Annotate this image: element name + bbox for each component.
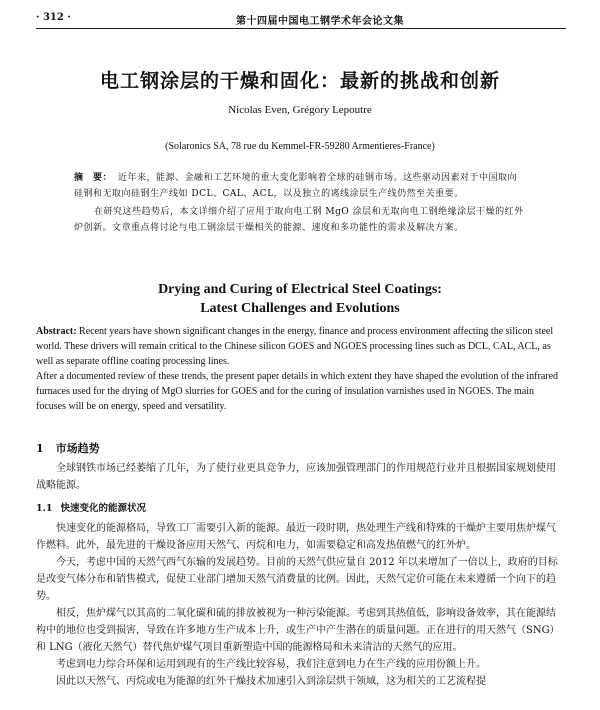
abstract-cn-text-1: 近年来，能源、金融和工艺环境的重大变化影响着全球的硅钢市场。这些驱动因素对于中国取向硅钢和无取向硅钢生产线如 DCL、CAL、ACL，以及独立的离线涂层生产线仍然至关重要。	[74, 173, 518, 199]
section-1-number: 1	[36, 442, 44, 455]
abstract-en	[36, 324, 563, 414]
abstract-cn-para-2: 在研究这些趋势后，本文详细介绍了应用于取向电工钢 MgO 涂层和无取向电工钢绝缘涂层干燥的红外炉创新。文章重点将讨论与电工钢涂层干燥相关的能源、速度和多功能性的需求及解决方案。	[74, 207, 524, 233]
paper-title-en	[0, 280, 600, 318]
body-paragraph: 考虑到电力综合环保和运用到现有的生产线比较容易，我们注意到电力在生产线的应用份额上升。	[56, 659, 486, 670]
abstract-en-label: Abstract:	[36, 326, 77, 337]
page-number: · 312 ·	[36, 12, 71, 23]
section-1-heading	[36, 440, 100, 456]
body-paragraph: 因此以天然气、丙烷或电为能源的红外干燥技术加速引入到涂层烘干领域，这为相关的工艺流程提	[56, 676, 486, 687]
abstract-en-para-1	[36, 324, 563, 369]
body-paragraph: 今天，考虑中国的天然气西气东输的发展趋势。目前的天然气供应量自 2012 年以来增加了一倍以上，政府的目标是改变气体分布和销售模式，促使工业部门增加天然气消费量的比例。因此，天然气定价可能在未来遵循一个向下的趋势。	[36, 557, 558, 602]
section-1-paragraph: 全球钢铁市场已经萎缩了几年，为了使行业更具竞争力，应该加强管理部门的作用规范行业并且根据国家规划使用战略能源。	[36, 463, 556, 491]
section-1-1-title: 快速变化的能源状况	[60, 503, 147, 514]
affiliation: (Solaronics SA, 78 rue du Kemmel-FR-59280 Armentieres-France)	[165, 141, 435, 152]
running-header	[36, 10, 566, 29]
abstract-cn-label: 摘 要：	[74, 173, 113, 183]
abstract-en-text-1: Recent years have shown significant changes in the energy, finance and process environment affecting the silicon steel world. These drivers will remain critical to the Chinese silicon GOES and NGOES processing lines such as DCL, CAL, ACL, as well as separate offline coating processing lines.	[36, 326, 554, 367]
authors: Nicolas Even, Grégory Lepoutre	[228, 104, 372, 116]
title-en-line-2: Latest Challenges and Evolutions	[200, 301, 400, 316]
section-1-1-number: 1.1	[36, 503, 53, 514]
title-en-line-1: Drying and Curing of Electrical Steel Coatings:	[158, 282, 442, 297]
paper-title-cn: 电工钢涂层的干燥和固化：最新的挑战和创新	[99, 70, 500, 92]
body-paragraph: 相反，焦炉煤气以其高的二氧化碳和硫的排放被视为一种污染能源。考虑到其热值低，影响设备效率，其在能源结构中的地位也受到损害，导致在许多地方生产成本上升，或生产中产生潜在的质量问题。正在进行的用天然气（SNG）和 LNG（液化天然气）替代焦炉煤气项目重新塑造中国的能源格局和未来清洁的天然气的应用。	[36, 608, 560, 653]
body-paragraph: 快速变化的能源格局，导致工厂需要引入新的能源。最近一段时期，热处理生产线和特殊的干燥炉主要用焦炉煤气作燃料。此外，最先进的干燥设备应用天然气、丙烷和电力，如需要稳定和高发热值燃气的红外炉。	[36, 523, 556, 551]
abstract-en-para-2: After a documented review of these trends, the present paper details in which extent they have shaped the evolution of the infrared furnaces used for the drying of MgO slurries for GOES and for the curing of insulation varnishes used in NGOES. The main focuses will be on energy, speed and versatility.	[36, 371, 559, 412]
abstract-cn	[74, 170, 526, 236]
section-1-1-heading	[36, 500, 146, 514]
section-1-1-body	[36, 520, 563, 690]
abstract-cn-para-1	[74, 170, 526, 202]
section-1-title: 市场趋势	[55, 442, 100, 455]
journal-title: 第十四届中国电工钢学术年会论文集	[236, 16, 404, 27]
